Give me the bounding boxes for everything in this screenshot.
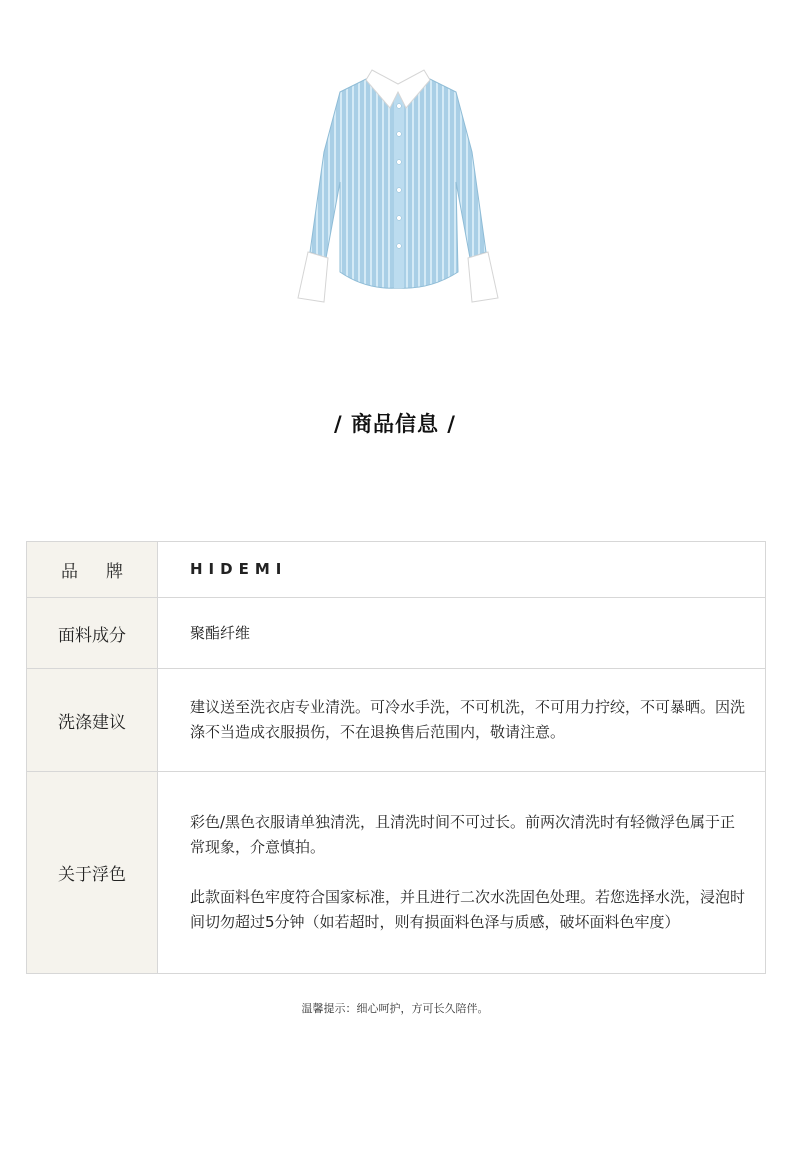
washing-label: 洗涤建议 (27, 669, 158, 772)
product-shirt-image (280, 62, 516, 312)
brand-value: HIDEMI (190, 560, 288, 578)
product-info-table (26, 541, 766, 974)
brand-label: 品牌 (61, 562, 151, 582)
fabric-label: 面料成分 (27, 598, 158, 669)
fading-paragraph-1: 彩色/黑色衣服请单独清洗，且清洗时间不可过长。前两次清洗时有轻微浮色属于正常现象，介意慎拍。 (190, 813, 736, 856)
footer-note: 温馨提示：细心呵护，方可长久陪伴。 (301, 1002, 489, 1015)
brand-value-cell (158, 542, 766, 598)
section-title: / 商品信息 / (334, 412, 456, 436)
fading-value-cell (158, 772, 766, 974)
table-row-brand (27, 542, 766, 598)
table-row-fading (27, 772, 766, 974)
fading-paragraph-2: 此款面料色牢度符合国家标准，并且进行二次水洗固色处理。若您选择水洗，浸泡时间切勿超过5分钟（如若超时，则有损面料色泽与质感，破坏面料色牢度） (190, 888, 746, 931)
fading-label: 关于浮色 (27, 772, 158, 974)
washing-value: 建议送至洗衣店专业清洗。可冷水手洗，不可机洗，不可用力拧绞，不可暴晒。因洗涤不当造成衣服损伤，不在退换售后范围内，敬请注意。 (158, 669, 766, 772)
table-row-washing (27, 669, 766, 772)
fabric-value: 聚酯纤维 (158, 598, 766, 669)
brand-label-cell (27, 542, 158, 598)
table-row-fabric (27, 598, 766, 669)
